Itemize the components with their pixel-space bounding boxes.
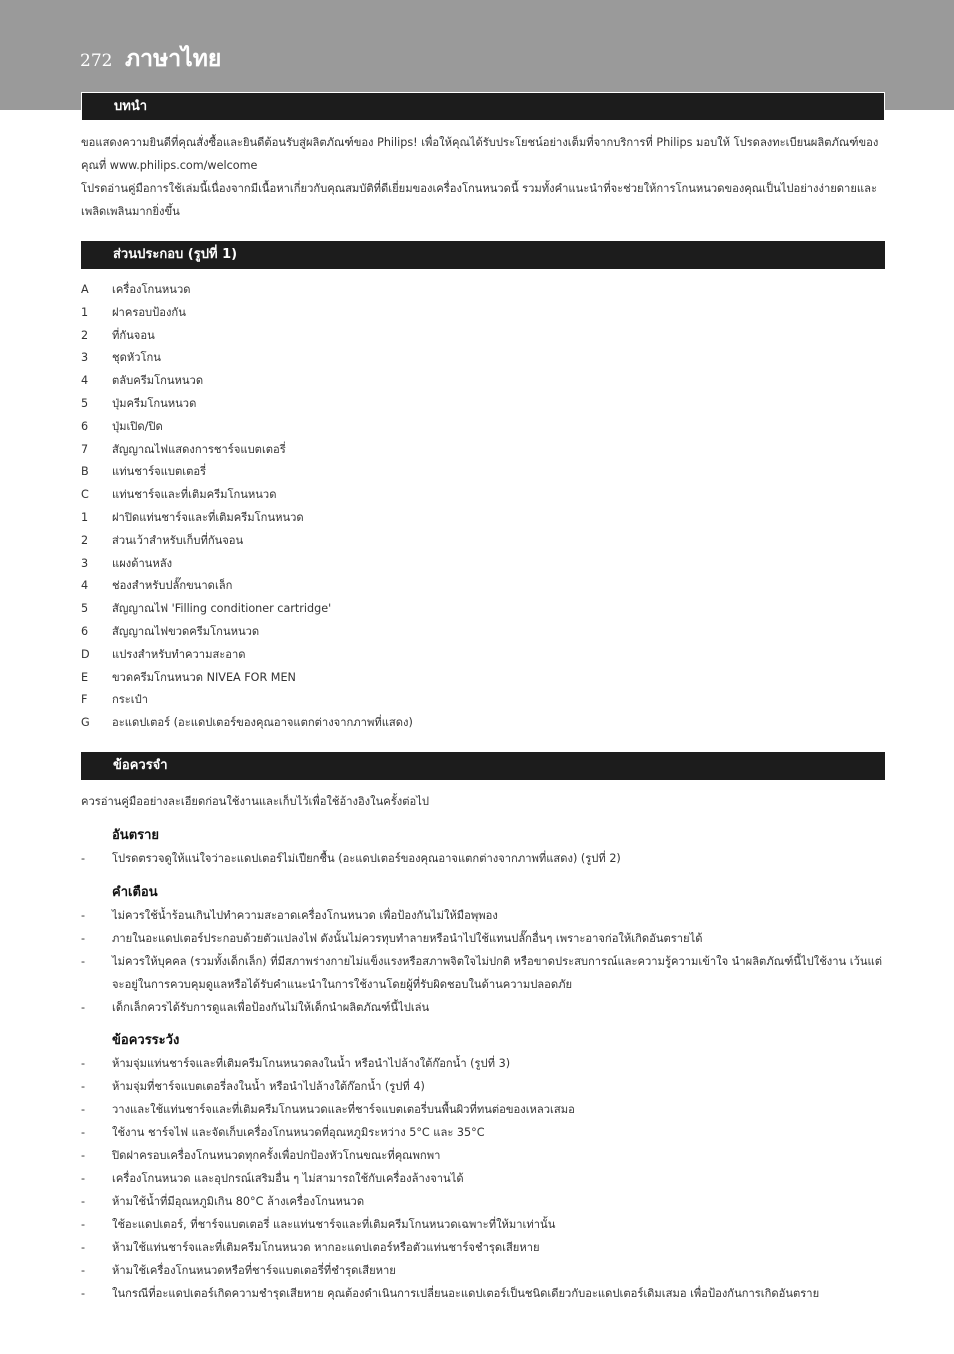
caution-list-item — [81, 1098, 886, 1121]
parts-list-item — [81, 507, 886, 530]
page-number: 272 — [80, 51, 113, 71]
caution-list-item — [81, 1236, 886, 1259]
part-label: สัญญาณไฟ 'Filling conditioner cartridge' — [112, 602, 332, 616]
part-label: แท่นชาร์จและที่เติมครีมโกนหนวด — [112, 488, 277, 502]
bullet-dash-icon: - — [81, 852, 86, 865]
part-key: A — [81, 283, 89, 296]
warning-heading: คำเตือน — [112, 885, 158, 900]
section-heading-parts: ส่วนประกอบ (รูปที่ 1) — [81, 241, 885, 269]
parts-list-item — [81, 575, 886, 598]
part-key: 1 — [81, 510, 89, 524]
caution-list-item — [81, 1052, 886, 1075]
caution-list-item — [81, 1167, 886, 1190]
warning-item-text: เด็กเล็กควรได้รับการดูแลเพื่อป้องกันไม่ให้เด็กนำผลิตภัณฑ์นี้ไปเล่น — [112, 1001, 430, 1014]
warning-list-item — [81, 950, 886, 996]
caution-item-text: เครื่องโกนหนวด และอุปกรณ์เสริมอื่น ๆ ไม่สามารถใช้กับเครื่องล้างจานได้ — [112, 1172, 464, 1185]
section-heading-intro: บทนำ — [81, 92, 885, 121]
part-key: 4 — [81, 579, 89, 593]
part-label: ช่องสำหรับปลั๊กขนาดเล็ก — [112, 579, 233, 593]
part-label: ฝาปิดแท่นชาร์จและที่เติมครีมโกนหนวด — [112, 510, 304, 524]
page-title: ภาษาไทย — [125, 46, 222, 72]
part-key: 3 — [81, 351, 89, 365]
parts-list-item — [81, 667, 886, 690]
caution-list-item — [81, 1075, 886, 1098]
bullet-dash-icon: - — [81, 1287, 86, 1300]
parts-list-item — [81, 553, 886, 576]
caution-item-text: ปิดฝาครอบเครื่องโกนหนวดทุกครั้งเพื่อปกป้องหัวโกนขณะที่คุณพกพา — [112, 1149, 441, 1162]
caution-item-text: ห้ามจุ่มที่ชาร์จแบตเตอรี่ลงในน้ำ หรือนำไปล้างใต้ก๊อกน้ำ (รูปที่ 4) — [112, 1080, 425, 1093]
parts-list-item — [81, 302, 886, 325]
section-heading-important: ข้อควรจำ — [81, 752, 885, 780]
caution-heading: ข้อควรระวัง — [112, 1033, 180, 1048]
part-label: อะแดปเตอร์ (อะแดปเตอร์ของคุณอาจแตกต่างจากภาพที่แสดง) — [112, 716, 413, 730]
part-key: 2 — [81, 328, 89, 342]
danger-list — [81, 847, 886, 870]
part-key: 1 — [81, 305, 89, 319]
bullet-dash-icon: - — [81, 955, 86, 968]
caution-list-item — [81, 1282, 886, 1305]
caution-item-text: ใช้อะแดปเตอร์, ที่ชาร์จแบตเตอรี่ และแท่นชาร์จและที่เติมครีมโกนหนวดเฉพาะที่ให้มาเท่านั้น — [112, 1218, 556, 1231]
parts-list-item — [81, 279, 886, 302]
part-key: 2 — [81, 533, 89, 547]
part-label: ปุ่มเปิด/ปิด — [112, 419, 163, 433]
bullet-dash-icon: - — [81, 932, 86, 945]
caution-item-text: ห้ามใช้เครื่องโกนหนวดหรือที่ชาร์จแบตเตอรี่ที่ชำรุดเสียหาย — [112, 1264, 396, 1277]
part-label: ขวดครีมโกนหนวด NIVEA FOR MEN — [112, 670, 296, 684]
parts-list-item — [81, 598, 886, 621]
part-label: แผงด้านหลัง — [112, 556, 173, 570]
caution-list-item — [81, 1259, 886, 1282]
important-intro: ควรอ่านคู่มืออย่างละเอียดก่อนใช้งานและเก็บไว้เพื่อใช้อ้างอิงในครั้งต่อไป — [81, 795, 429, 808]
parts-list-item — [81, 621, 886, 644]
part-key: 6 — [81, 419, 89, 433]
parts-list-item — [81, 393, 886, 416]
caution-list-item — [81, 1121, 886, 1144]
part-key: 5 — [81, 396, 89, 410]
parts-list-item — [81, 461, 886, 484]
parts-list-item — [81, 416, 886, 439]
parts-list-item — [81, 370, 886, 393]
part-label: สัญญาณไฟแสดงการชาร์จแบตเตอรี่ — [112, 442, 286, 456]
bullet-dash-icon: - — [81, 1264, 86, 1277]
danger-item-text: โปรดตรวจดูให้แน่ใจว่าอะแดปเตอร์ไม่เปียกชื้น (อะแดปเตอร์ของคุณอาจแตกต่างจากภาพที่แสดง) (รูปที่ 2) — [112, 852, 621, 865]
bullet-dash-icon: - — [81, 1241, 86, 1254]
bullet-dash-icon: - — [81, 909, 86, 922]
caution-item-text: ห้ามใช้น้ำที่มีอุณหภูมิเกิน 80°C ล้างเครื่องโกนหนวด — [112, 1195, 365, 1208]
caution-item-text: ห้ามจุ่มแท่นชาร์จและที่เติมครีมโกนหนวดลงในน้ำ หรือนำไปล้างใต้ก๊อกน้ำ (รูปที่ 3) — [112, 1057, 511, 1070]
bullet-dash-icon: - — [81, 1126, 86, 1139]
part-label: ที่กันจอน — [112, 328, 155, 342]
part-key: B — [81, 465, 89, 479]
parts-list-item — [81, 530, 886, 553]
parts-list-item — [81, 439, 886, 462]
part-key: 3 — [81, 556, 89, 570]
parts-list-item — [81, 712, 886, 735]
part-label: ฝาครอบป้องกัน — [112, 305, 186, 319]
caution-item-text: วางและใช้แท่นชาร์จและที่เติมครีมโกนหนวดและที่ชาร์จแบตเตอรี่บนพื้นผิวที่ทนต่อของเหลวเสมอ — [112, 1103, 575, 1116]
danger-list-item — [81, 847, 886, 870]
warning-list-item — [81, 927, 886, 950]
part-key: E — [81, 670, 89, 684]
part-label: แปรงสำหรับทำความสะอาด — [112, 647, 246, 661]
parts-list-item — [81, 689, 886, 712]
part-label: สัญญาณไฟขวดครีมโกนหนวด — [112, 624, 260, 638]
danger-heading: อันตราย — [112, 828, 160, 843]
part-label: ตลับครีมโกนหนวด — [112, 374, 204, 388]
part-key: 4 — [81, 374, 89, 388]
bullet-dash-icon: - — [81, 1103, 86, 1116]
parts-list-item — [81, 644, 886, 667]
part-key: 7 — [81, 442, 89, 456]
parts-list — [81, 279, 886, 735]
intro-paragraph: โปรดอ่านคู่มือการใช้เล่มนี้เนื่องจากมีเนื้อหาเกี่ยวกับคุณสมบัติที่ดีเยี่ยมของเครื่องโกนหนวดนี้ รวมทั้งคำแนะนำที่จะช่วยให้การโกนหนวดของคุณเป็นไปอย่างง่ายดายและเพลิดเพลินมากยิ่งขึ้น — [81, 182, 877, 218]
intro-paragraph: ขอแสดงความยินดีที่คุณสั่งซื้อและยินดีต้อนรับสู่ผลิตภัณฑ์ของ Philips! เพื่อให้คุณได้รับประโยชน์อย่างเต็มที่จากบริการที่ Philips มอบให้ โปรดลงทะเบียนผลิตภัณฑ์ของคุณที่ www.philips.com/welcome — [81, 136, 879, 172]
part-label: ปุ่มครีมโกนหนวด — [112, 396, 197, 410]
part-label: ส่วนเว้าสำหรับเก็บที่กันจอน — [112, 533, 244, 547]
bullet-dash-icon: - — [81, 1218, 86, 1231]
part-label: กระเป๋า — [112, 693, 148, 707]
part-label: เครื่องโกนหนวด — [112, 283, 191, 296]
part-key: C — [81, 488, 89, 502]
caution-item-text: ใช้งาน ชาร์จไฟ และจัดเก็บเครื่องโกนหนวดที่อุณหภูมิระหว่าง 5°C และ 35°C — [112, 1126, 485, 1139]
bullet-dash-icon: - — [81, 1195, 86, 1208]
part-key: F — [81, 693, 88, 707]
bullet-dash-icon: - — [81, 1172, 86, 1185]
part-key: 6 — [81, 624, 89, 638]
caution-item-text: ห้ามใช้แท่นชาร์จและที่เติมครีมโกนหนวด หากอะแดปเตอร์หรือตัวแท่นชาร์จชำรุดเสียหาย — [112, 1241, 540, 1254]
part-label: ชุดหัวโกน — [112, 351, 161, 365]
caution-list-item — [81, 1144, 886, 1167]
part-key: 5 — [81, 602, 89, 616]
bullet-dash-icon: - — [81, 1001, 86, 1014]
warning-list-item — [81, 904, 886, 927]
warning-list-item — [81, 996, 886, 1019]
bullet-dash-icon: - — [81, 1057, 86, 1070]
warning-item-text: ไม่ควรใช้น้ำร้อนเกินไปทำความสะอาดเครื่องโกนหนวด เพื่อป้องกันไม่ให้มือพุพอง — [112, 909, 498, 922]
part-key: D — [81, 647, 90, 661]
parts-list-item — [81, 484, 886, 507]
warning-item-text: ภายในอะแดปเตอร์ประกอบด้วยตัวแปลงไฟ ดังนั้นไม่ควรทุบทำลายหรือนำไปใช้แทนปลั๊กอื่นๆ เพราะอาจก่อให้เกิดอันตรายได้ — [112, 932, 703, 945]
bullet-dash-icon: - — [81, 1149, 86, 1162]
caution-list-item — [81, 1213, 886, 1236]
part-label: แท่นชาร์จแบตเตอรี่ — [112, 465, 207, 479]
parts-list-item — [81, 325, 886, 348]
caution-item-text: ในกรณีที่อะแดปเตอร์เกิดความชำรุดเสียหาย คุณต้องดำเนินการเปลี่ยนอะแดปเตอร์เป็นชนิดเดียวกับอะแดปเตอร์เดิมเสมอ เพื่อป้องกันการเกิดอันตราย — [112, 1287, 820, 1300]
caution-list-item — [81, 1190, 886, 1213]
warning-item-text: ไม่ควรให้บุคคล (รวมทั้งเด็กเล็ก) ที่มีสภาพร่างกายไม่แข็งแรงหรือสภาพจิตใจไม่ปกติ หรือขาดประสบการณ์และความรู้ความเข้าใจ นำผลิตภัณฑ์นี้ไปใช้งาน เว้นแต่จะอยู่ในการควบคุมดูแลหรือได้รับคำแนะนำในการใช้งานโดยผู้ที่รับผิดชอบในด้านความปลอดภัย — [112, 955, 882, 991]
caution-list — [81, 1052, 886, 1305]
warning-list — [81, 904, 886, 1019]
parts-list-item — [81, 347, 886, 370]
bullet-dash-icon: - — [81, 1080, 86, 1093]
part-key: G — [81, 716, 90, 730]
